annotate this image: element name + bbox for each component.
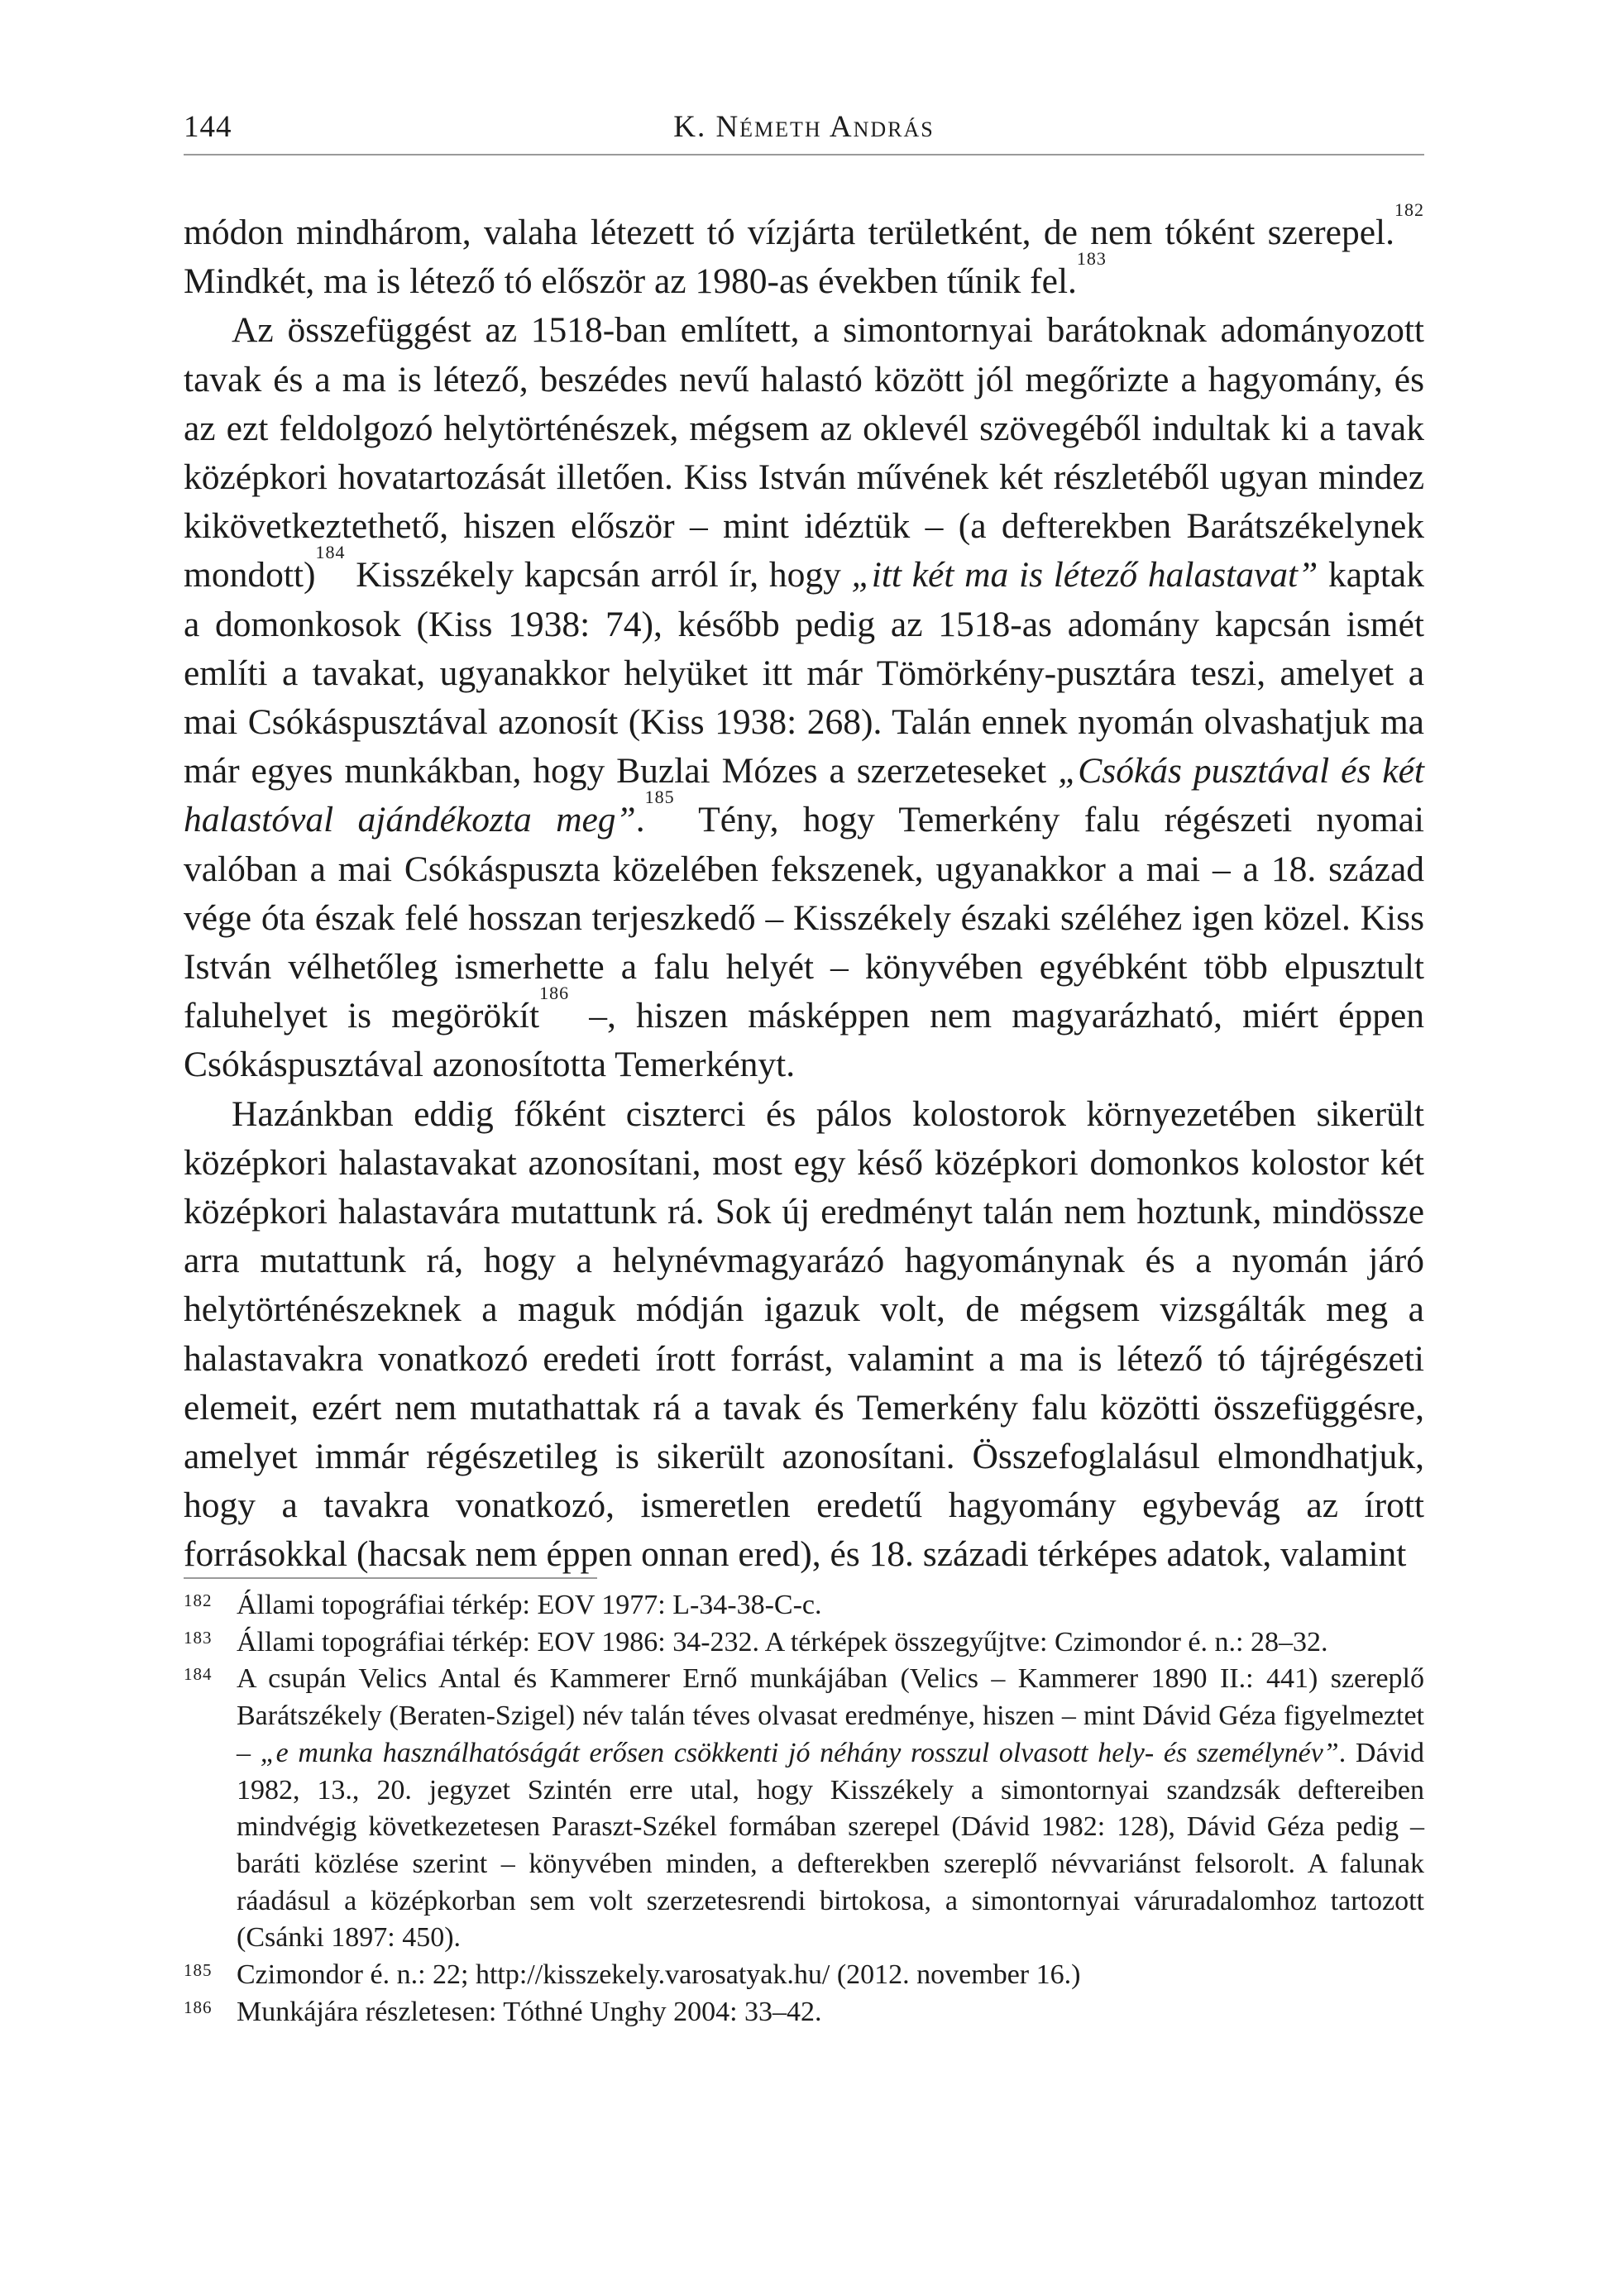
footnote-ref-185[interactable]: 185 <box>644 786 675 807</box>
quote-halastavat: „itt két ma is létező halastavat” <box>851 555 1318 596</box>
footnote-quote: „e munka használhatóságát erősen csökkenti jó néhány rosszul olvasott hely- és személynév” <box>260 1737 1339 1768</box>
paragraph-1-text-b: Mindkét, ma is létező tó először az 1980-as években tűnik fel. <box>184 261 1077 302</box>
footnotes <box>184 1587 1424 2031</box>
footnote-183 <box>184 1624 1424 1662</box>
paragraph-2-text-d: . <box>635 800 645 840</box>
paragraph-2-text-f: –, hiszen másképpen nem magyarázható, miért éppen Csókáspusztával azonosította Temerkényt. <box>184 996 1424 1085</box>
footnote-text: Munkájára részletesen: Tóthné Unghy 2004: 33–42. <box>237 1996 822 2027</box>
footnote-number: 184 <box>184 1664 213 1685</box>
footnote-184 <box>184 1661 1424 1957</box>
running-head-author: K. Németh András <box>673 110 935 144</box>
footnote-text-b: . Dávid 1982, 13., 20. jegyzet Szintén erre utal, hogy Kisszékely a simontornyai szandzsák deftereiben mindvégig következetesen Paraszt-Székel formában szerepel (Dávid 1982: 128), Dávid Géza pedig – baráti közlése szerint – könyvében minden, a defterekben szereplő névvariánst felsorolt. A falunak ráadásul a középkorban sem volt szerzetesrendi birtokosa, a simontornyai váruradalomhoz tartozott (Csánki 1897: 450). <box>237 1737 1425 1954</box>
paragraph-2 <box>184 306 1424 1089</box>
footnote-text: Állami topográfiai térkép: EOV 1977: L-34-38-C-c. <box>237 1590 822 1620</box>
paragraph-2-text-a: Az összefüggést az 1518-ban említett, a simontornyai barátoknak adományozott tavak és a ma is létező, beszédes nevű halastó között jól megőrizte a hagyomány, és az ezt feldolgozó helytörténészek, mégsem az oklevél szövegéből indultak ki a tavak középkori hovatartozását illetően. Kiss István művének két részletéből ugyan mindez kikövetkeztethető, hiszen először – mint idéztük – (a defterekben Barátszékelynek mondott) <box>184 310 1424 596</box>
footnote-rule <box>184 1577 597 1579</box>
footnote-186 <box>184 1994 1424 2031</box>
footnote-text-a: A csupán Velics Antal és Kammerer Ernő munkájában (Velics – Kammerer 1890 II.: 441) szereplő Barátszékely (Beraten-Szigel) név talán téves olvasat eredménye, hiszen – mint Dávid Géza figyelmeztet – <box>237 1663 1424 1768</box>
quote-csokas-puszta: „Csókás pusztával és két halastóval ajándékozta meg” <box>184 751 1424 840</box>
footnote-number: 182 <box>184 1590 213 1610</box>
footnote-ref-182[interactable]: 182 <box>1394 199 1424 220</box>
paragraph-1 <box>184 199 1424 306</box>
footnote-number: 186 <box>184 1997 213 2017</box>
paragraph-2-text-b: Kisszékely kapcsán arról ír, hogy <box>345 555 852 596</box>
header-rule <box>184 154 1424 155</box>
footnote-185 <box>184 1957 1424 1994</box>
paragraph-1-text-a: módon mindhárom, valaha létezett tó vízjárta területként, de nem tóként szerepel. <box>184 213 1394 252</box>
footnote-ref-183[interactable]: 183 <box>1076 247 1107 269</box>
footnote-text: Állami topográfiai térkép: EOV 1986: 34-232. A térképek összegyűjtve: Czimondor é. n.: 28–32. <box>237 1626 1328 1657</box>
page-number: 144 <box>184 110 232 144</box>
footnote-182 <box>184 1587 1424 1624</box>
paragraph-3: Hazánkban eddig főként ciszterci és pálos kolostorok környezetében sikerült középkori halastavakat azonosítani, most egy késő középkori domonkos kolostor két középkori halastavára mutattunk rá. Sok új eredményt talán nem hoztunk, mindössze arra mutattunk rá, hogy a helynévmagyarázó hagyománynak és a nyomán járó helytörténészeknek a maguk módján igazuk volt, de mégsem vizsgálták meg a halastavakra vonatkozó eredeti írott forrást, valamint a ma is létező tó tájrégészeti elemeit, ezért nem mutathattak rá a tavak és Temerkény falu közötti összefüggésre, amelyet immár régészetileg is sikerült azonosítani. Összefoglalásul elmondhatjuk, hogy a tavakra vonatkozó, ismeretlen eredetű hagyomány egybevág az írott forrásokkal (hacsak nem éppen onnan ered), és 18. századi térképes adatok, valamint <box>184 1093 1424 1575</box>
paragraph-2-text-e: Tény, hogy Temerkény falu régészeti nyomai valóban a mai Csókáspuszta közelében fekszenek, ugyanakkor a mai – a 18. század vége óta észak felé hosszan terjeszkedő – Kisszékely északi széléhez igen közel. Kiss István vélhetőleg ismerhette a falu helyét – könyvében egyébként több elpusztult faluhelyet is megörökít <box>184 800 1424 1036</box>
running-head <box>184 109 1424 151</box>
main-text <box>184 199 1424 1580</box>
paragraph-2-text-c: kaptak a domonkosok (Kiss 1938: 74), később pedig az 1518-as adomány kapcsán ismét említi a tavakat, ugyanakkor helyüket itt már Tömörkény-pusztára teszi, amelyet a mai Csókáspusztával azonosít (Kiss 1938: 268). Talán ennek nyomán olvashatjuk ma már egyes munkákban, hogy Buzlai Mózes a szerzeteseket <box>184 555 1424 792</box>
footnote-text: Czimondor é. n.: 22; http://kisszekely.varosatyak.hu/ (2012. november 16.) <box>237 1959 1081 1991</box>
footnote-number: 185 <box>184 1960 213 1981</box>
footnote-ref-186[interactable]: 186 <box>539 982 570 1003</box>
footnote-ref-184[interactable]: 184 <box>315 541 346 562</box>
footnote-number: 183 <box>184 1627 213 1648</box>
